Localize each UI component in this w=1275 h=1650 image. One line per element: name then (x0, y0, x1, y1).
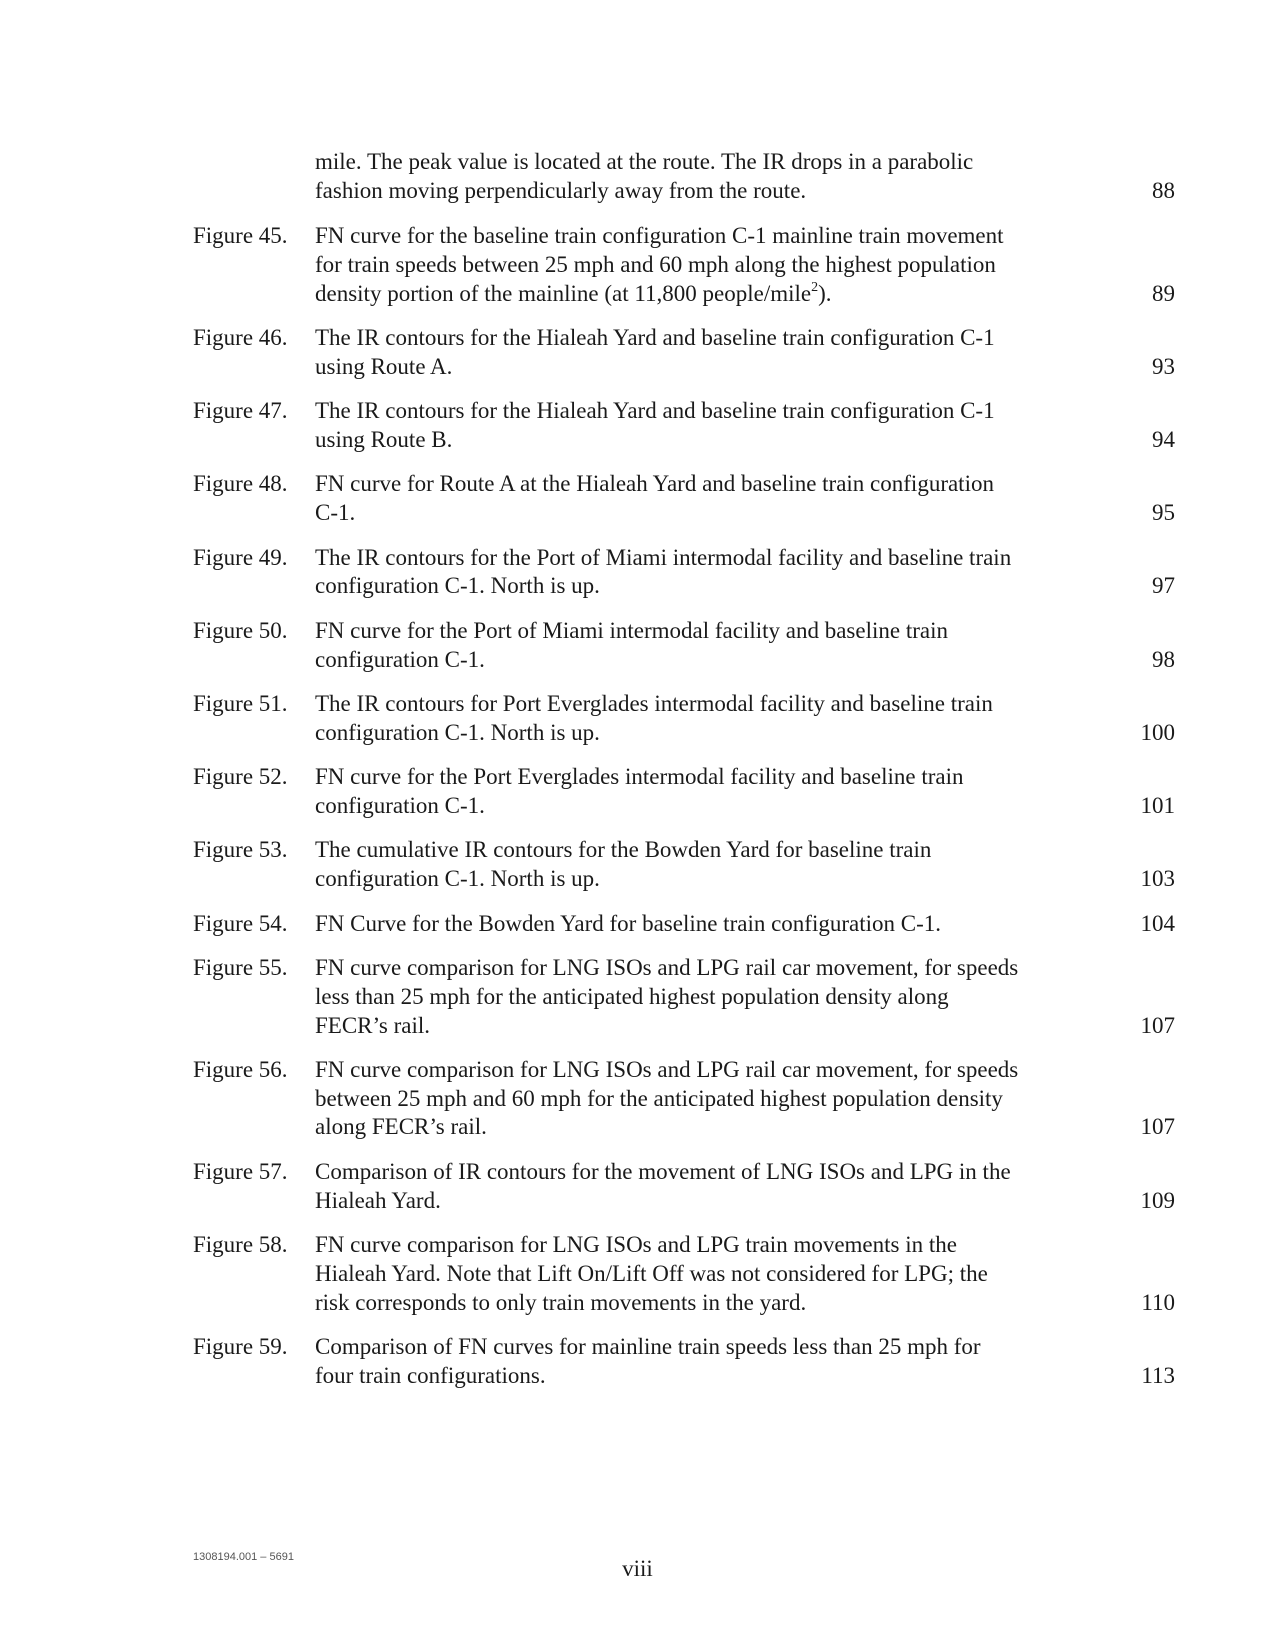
caption-text: The IR contours for the Hialeah Yard and baseline train configuration C-1 (315, 398, 995, 424)
figure-caption (315, 954, 1080, 1040)
caption-line (315, 617, 1080, 646)
caption-line (315, 1362, 1080, 1391)
figure-caption (315, 470, 1080, 527)
figure-label: Figure 47. (193, 398, 288, 424)
caption-line (315, 954, 1080, 983)
caption-line (315, 148, 1080, 177)
caption-line (315, 222, 1080, 251)
page-reference: 94 (1152, 426, 1175, 452)
figure-entry (193, 544, 1193, 601)
figure-label: Figure 53. (193, 837, 288, 863)
figure-caption (315, 910, 1080, 939)
figure-caption (315, 1231, 1080, 1317)
page-reference: 97 (1152, 573, 1175, 599)
caption-line (315, 865, 1080, 894)
page-number: viii (622, 1556, 653, 1581)
caption-text: FN curve for the Port Everglades intermodal facility and baseline train (315, 764, 964, 790)
figure-entry (193, 910, 1193, 939)
figure-label: Figure 56. (193, 1057, 288, 1083)
caption-line (315, 324, 1080, 353)
figure-entry (193, 1158, 1193, 1215)
caption-text: fashion moving perpendicularly away from the route. (315, 177, 807, 203)
document-id: 1308194.001 – 5691 (193, 1551, 294, 1563)
page-reference: 100 (1140, 719, 1175, 745)
caption-text: between 25 mph and 60 mph for the anticipated highest population density (315, 1085, 1003, 1111)
caption-text: mile. The peak value is located at the route. The IR drops in a parabolic (315, 149, 974, 174)
figure-label: Figure 58. (193, 1232, 288, 1258)
caption-line (315, 397, 1080, 426)
caption-text: density portion of the mainline (at 11,800 people/mile (315, 280, 812, 306)
figure-label: Figure 55. (193, 955, 288, 981)
figure-caption (315, 836, 1080, 893)
caption-line (315, 1158, 1080, 1187)
caption-line (315, 572, 1080, 601)
caption-text: using Route A. (315, 353, 453, 379)
caption-text: FN curve comparison for LNG ISOs and LPG rail car movement, for speeds (315, 1057, 1019, 1083)
figure-caption (315, 544, 1080, 601)
caption-line (315, 983, 1080, 1012)
figure-label: Figure 50. (193, 617, 288, 643)
continued-entry (193, 148, 1193, 205)
caption-text: The IR contours for Port Everglades intermodal facility and baseline train (315, 691, 993, 717)
caption-line (315, 719, 1080, 748)
caption-text: Hialeah Yard. (315, 1187, 441, 1213)
caption-line (315, 470, 1080, 499)
figure-entry (193, 397, 1193, 454)
caption-text: FN curve comparison for LNG ISOs and LPG train movements in the (315, 1232, 957, 1258)
caption-text: FN curve for Route A at the Hialeah Yard and baseline train configuration (315, 471, 994, 497)
caption-line (315, 1187, 1080, 1216)
figure-caption (315, 763, 1080, 820)
page-reference: 95 (1152, 500, 1175, 526)
caption-line (315, 499, 1080, 528)
superscript: 2 (811, 279, 819, 295)
caption-text: configuration C-1. North is up. (315, 866, 600, 892)
caption-line (315, 280, 1080, 309)
caption-text: using Route B. (315, 426, 453, 452)
figure-label: Figure 54. (193, 910, 288, 936)
figure-label: Figure 45. (193, 223, 288, 249)
caption-line (315, 1056, 1080, 1085)
figure-entry (193, 1333, 1193, 1390)
figure-entry (193, 690, 1193, 747)
figure-caption (315, 1333, 1080, 1390)
caption-line (315, 1231, 1080, 1260)
caption-text: Comparison of IR contours for the movement of LNG ISOs and LPG in the (315, 1158, 1011, 1184)
caption-line (315, 836, 1080, 865)
figure-caption (315, 690, 1080, 747)
caption-line (315, 177, 1080, 206)
page-reference: 101 (1140, 792, 1175, 818)
figure-entry (193, 1056, 1193, 1142)
caption-tail: ). (818, 280, 832, 306)
figure-label: Figure 59. (193, 1334, 288, 1360)
caption-text: FN Curve for the Bowden Yard for baseline train configuration C-1. (315, 910, 941, 936)
caption-text: FECR’s rail. (315, 1012, 431, 1038)
page-reference: 98 (1152, 646, 1175, 672)
figure-caption (315, 1158, 1080, 1215)
caption-line (315, 646, 1080, 675)
figure-label: Figure 49. (193, 544, 288, 570)
figure-caption (315, 1056, 1080, 1142)
figure-entry (193, 324, 1193, 381)
caption-text: The IR contours for the Port of Miami intermodal facility and baseline train (315, 544, 1012, 570)
figure-entry (193, 617, 1193, 674)
caption-text: The IR contours for the Hialeah Yard and baseline train configuration C-1 (315, 325, 995, 350)
caption-text: The cumulative IR contours for the Bowden Yard for baseline train (315, 837, 932, 863)
caption-line (315, 763, 1080, 792)
figure-entry (193, 836, 1193, 893)
caption-text: FN curve comparison for LNG ISOs and LPG rail car movement, for speeds (315, 955, 1019, 981)
figure-label: Figure 52. (193, 764, 288, 790)
page-reference: 107 (1140, 1012, 1175, 1038)
page-reference: 89 (1152, 280, 1175, 306)
caption-text: four train configurations. (315, 1362, 546, 1388)
page-reference: 110 (1141, 1289, 1175, 1315)
figure-entry (193, 763, 1193, 820)
figure-label: Figure 51. (193, 691, 288, 717)
figure-label: Figure 48. (193, 471, 288, 497)
caption-line (315, 910, 1080, 939)
page-reference: 88 (1152, 177, 1175, 203)
caption-text: configuration C-1. (315, 646, 485, 672)
caption-text: configuration C-1. (315, 792, 485, 818)
caption-line (315, 544, 1080, 573)
caption-line (315, 690, 1080, 719)
caption-line (315, 1260, 1080, 1289)
page-reference: 103 (1140, 866, 1175, 892)
caption-text: along FECR’s rail. (315, 1114, 487, 1140)
figure-caption (315, 397, 1080, 454)
figure-caption (315, 222, 1080, 308)
caption-text: risk corresponds to only train movements in the yard. (315, 1289, 807, 1315)
figure-entry (193, 1231, 1193, 1317)
page-reference: 93 (1152, 353, 1175, 379)
figure-entry (193, 222, 1193, 308)
caption-line (315, 1333, 1080, 1362)
page-reference: 113 (1141, 1362, 1175, 1388)
caption-line (315, 1012, 1080, 1041)
caption-line (315, 792, 1080, 821)
caption-text: C-1. (315, 500, 356, 526)
caption-line (315, 1113, 1080, 1142)
list-of-figures (193, 148, 1193, 1406)
caption-text: configuration C-1. North is up. (315, 719, 600, 745)
caption-text: Comparison of FN curves for mainline train speeds less than 25 mph for (315, 1334, 981, 1360)
page-reference: 104 (1140, 910, 1175, 936)
figure-entry (193, 954, 1193, 1040)
caption-text: configuration C-1. North is up. (315, 573, 600, 599)
figure-caption (315, 617, 1080, 674)
page-reference: 107 (1140, 1114, 1175, 1140)
caption-line (315, 1289, 1080, 1318)
caption-text: for train speeds between 25 mph and 60 mph along the highest population (315, 251, 996, 277)
figure-caption (315, 324, 1080, 381)
caption-text: FN curve for the baseline train configuration C-1 mainline train movement (315, 223, 1004, 249)
caption-line (315, 426, 1080, 455)
figure-label: Figure 46. (193, 325, 288, 350)
figure-caption (315, 148, 1080, 205)
caption-line (315, 353, 1080, 382)
caption-text: Hialeah Yard. Note that Lift On/Lift Off was not considered for LPG; the (315, 1260, 988, 1286)
figure-entry (193, 470, 1193, 527)
figure-label: Figure 57. (193, 1158, 288, 1184)
caption-text: FN curve for the Port of Miami intermodal facility and baseline train (315, 617, 948, 643)
page-reference: 109 (1140, 1187, 1175, 1213)
caption-line (315, 1085, 1080, 1114)
caption-text: less than 25 mph for the anticipated highest population density along (315, 983, 949, 1009)
caption-line (315, 251, 1080, 280)
